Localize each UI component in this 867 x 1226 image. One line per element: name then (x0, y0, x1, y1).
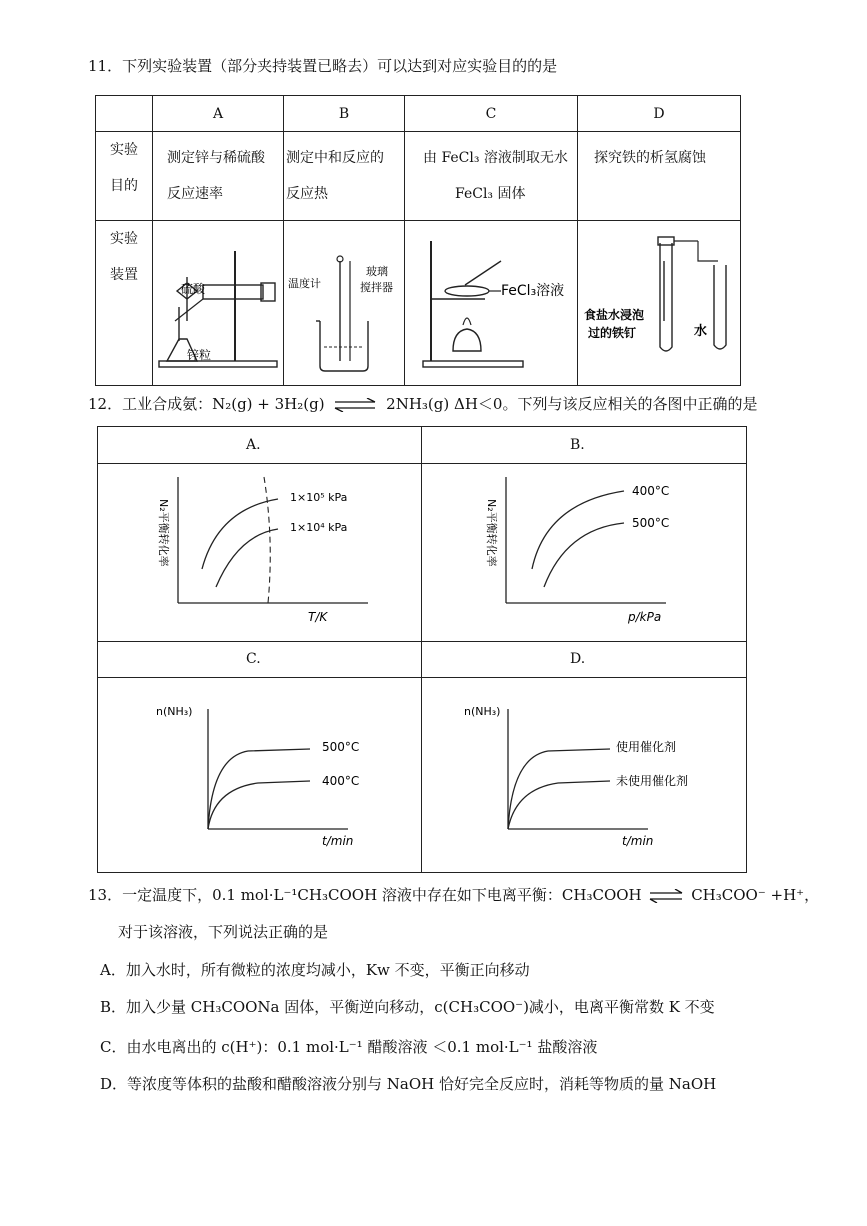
label-stirrer: 搅拌器 (360, 281, 393, 294)
q13-stem-line2: 对于该溶液，下列说法正确的是 (118, 923, 329, 941)
curve-low-pressure (216, 529, 278, 587)
curve-label-b2: 500°C (632, 516, 670, 530)
panel-label-b: B. (570, 437, 585, 453)
ylabel-d: n(NH₃) (464, 705, 501, 718)
purpose-c (405, 132, 578, 221)
label-zinc: 锌粒 (187, 348, 212, 362)
corner-cell (96, 96, 153, 132)
purpose-text: 测定锌与稀硫酸 (167, 150, 265, 166)
purpose-text: 反应速率 (167, 186, 223, 202)
xlabel-c: t/min (322, 834, 354, 848)
label-line: 目的 (110, 178, 138, 194)
purpose-d (578, 132, 741, 221)
label-glass: 玻璃 (366, 265, 388, 278)
purpose-a (153, 132, 284, 221)
label-thermometer: 温度计 (288, 277, 321, 290)
curve-label-d2: 未使用催化剂 (616, 774, 689, 788)
equilibrium-arrow-icon (333, 398, 377, 412)
column-divider (421, 427, 422, 872)
label-iron-nail: 过的铁钉 (588, 326, 637, 340)
q11-stem: 11．下列实验装置（部分夹持装置已略去）可以达到对应实验目的的是 (88, 57, 558, 75)
panel-label-c: C. (246, 651, 261, 667)
graph-c (138, 685, 408, 865)
ylabel-c: n(NH₃) (156, 705, 193, 718)
curve-label-c2: 400°C (322, 774, 360, 788)
label-water: 水 (694, 324, 708, 339)
purpose-text: 测定中和反应的 (286, 150, 384, 166)
apparatus-a-drawing (153, 221, 283, 381)
header-b: B (284, 96, 405, 132)
label-saltwater: 食盐水浸泡 (584, 308, 645, 322)
row-apparatus-label (96, 221, 153, 386)
q12-stem-prefix: 12．工业合成氨：N₂(g) + 3H₂(g) (88, 395, 325, 413)
q11-table (95, 95, 741, 386)
curve-500c (544, 523, 624, 587)
q12-graph-table (97, 426, 747, 873)
label-line: 实验 (110, 142, 138, 158)
apparatus-b (284, 221, 405, 386)
curve-label-a1: 1×10⁵ kPa (290, 491, 348, 504)
curve-high-pressure (202, 499, 278, 569)
q13-option-a: A．加入水时，所有微粒的浓度均减小，Kw 不变，平衡正向移动 (100, 961, 530, 979)
q13-stem-tail: CH₃COO⁻ +H⁺， (691, 886, 820, 904)
label-line: 实验 (110, 231, 138, 247)
panel-label-a: A. (246, 437, 261, 453)
q13-option-b: B．加入少量 CH₃COONa 固体，平衡逆向移动，c(CH₃COO⁻)减小，电离平衡常数 K 不变 (100, 998, 715, 1016)
graph-b (466, 469, 736, 637)
q13-stem-text: 13．一定温度下，0.1 mol·L⁻¹CH₃COOH 溶液中存在如下电离平衡：CH₃COOH (88, 886, 642, 904)
curve-label-d1: 使用催化剂 (616, 740, 677, 754)
curve-label-a2: 1×10⁴ kPa (290, 521, 348, 534)
curve-label-c1: 500°C (322, 740, 360, 754)
apparatus-d-drawing (578, 221, 740, 381)
apparatus-c (405, 221, 578, 386)
row-divider (98, 463, 746, 464)
purpose-text: 由 FeCl₃ 溶液制取无水 (423, 150, 568, 166)
xlabel-b: p/kPa (628, 610, 662, 624)
row-purpose-label (96, 132, 153, 221)
graph-a (138, 469, 408, 637)
curve-label-b1: 400°C (632, 484, 670, 498)
header-c: C (405, 96, 578, 132)
q13-stem-line1 (88, 884, 819, 905)
equilibrium-arrow-icon (648, 889, 684, 903)
purpose-text: 探究铁的析氢腐蚀 (594, 150, 706, 166)
apparatus-d (578, 221, 741, 386)
curve-with-catalyst (508, 749, 610, 829)
apparatus-c-drawing (405, 221, 577, 381)
q13-option-c: C．由水电离出的 c(H⁺)：0.1 mol·L⁻¹ 醋酸溶液 ＜0.1 mol·L⁻¹ 盐酸溶液 (100, 1038, 598, 1056)
q13-option-d: D．等浓度等体积的盐酸和醋酸溶液分别与 NaOH 恰好完全反应时，消耗等物质的量 NaOH (100, 1075, 717, 1093)
curve-without-catalyst (508, 781, 610, 829)
ylabel-b: N₂平衡转化率 (485, 499, 498, 567)
q12-stem-suffix: 2NH₃(g) ΔH＜0。下列与该反应相关的各图中正确的是 (386, 395, 758, 413)
curve-400c (208, 781, 310, 829)
purpose-text: 反应热 (286, 186, 328, 202)
header-a: A (153, 96, 284, 132)
xlabel-a: T/K (308, 610, 328, 624)
curve-500c (208, 749, 310, 829)
xlabel-d: t/min (622, 834, 654, 848)
apparatus-b-drawing (284, 221, 404, 381)
panel-label-d: D. (570, 651, 586, 667)
row-divider (98, 641, 746, 642)
curve-400c (532, 491, 624, 569)
ylabel-a: N₂平衡转化率 (157, 499, 170, 567)
dashed-line (264, 477, 270, 603)
apparatus-a (153, 221, 284, 386)
label-sulfuric-acid: 硫酸 (181, 282, 206, 296)
label-fecl3-solution: FeCl₃溶液 (501, 283, 565, 299)
row-divider (98, 677, 746, 678)
label-line: 装置 (110, 267, 138, 283)
purpose-b (284, 132, 405, 221)
header-d: D (578, 96, 741, 132)
graph-d (462, 685, 742, 865)
q12-stem (88, 393, 757, 414)
purpose-text: FeCl₃ 固体 (455, 186, 526, 202)
